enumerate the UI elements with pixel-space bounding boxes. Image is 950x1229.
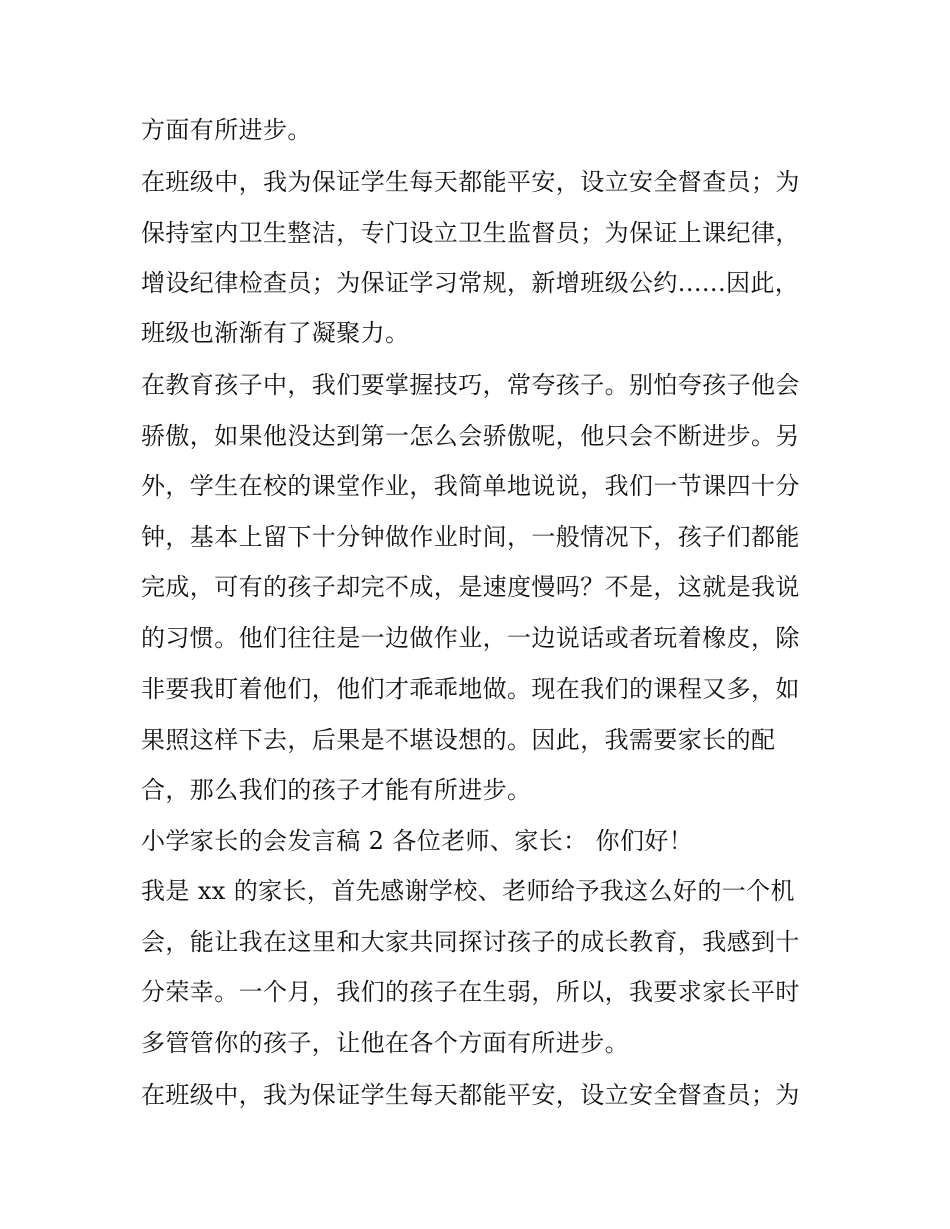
text-line: 在班级中，我为保证学生每天都能平安，设立安全督查员；为 xyxy=(141,1081,800,1109)
text-line: 的习惯。他们往往是一边做作业，一边说话或者玩着橡皮，除 xyxy=(141,624,800,652)
text-line: 分荣幸。一个月，我们的孩子在生弱，所以，我要求家长平时 xyxy=(141,978,800,1006)
text-line: 在教育孩子中，我们要掌握技巧，常夸孩子。别怕夸孩子他会 xyxy=(141,371,800,399)
section-heading: 小学家长的会发言稿 2 各位老师、家长： 你们好！ xyxy=(141,827,694,855)
text-line: 会，能让我在这里和大家共同探讨孩子的成长教育，我感到十 xyxy=(141,928,800,956)
text-line: 钟，基本上留下十分钟做作业时间，一般情况下，孩子们都能 xyxy=(141,523,800,551)
text-line: 骄傲，如果他没达到第一怎么会骄傲呢，他只会不断进步。另 xyxy=(141,422,800,450)
text-line: 班级也渐渐有了凝聚力。 xyxy=(141,319,410,347)
text-line: 方面有所进步。 xyxy=(141,116,312,144)
text-line: 非要我盯着他们，他们才乖乖地做。现在我们的课程又多，如 xyxy=(141,675,800,703)
text-line: 完成，可有的孩子却完不成，是速度慢吗？不是，这就是我说 xyxy=(141,573,800,601)
text-line: 在班级中，我为保证学生每天都能平安，设立安全督查员；为 xyxy=(141,168,800,196)
text-line: 增设纪律检查员；为保证学习常规，新增班级公约......因此， xyxy=(141,269,800,297)
text-line: 保持室内卫生整洁，专门设立卫生监督员；为保证上课纪律， xyxy=(141,219,800,247)
text-line: 我是 xx 的家长，首先感谢学校、老师给予我这么好的一个机 xyxy=(141,877,795,905)
text-line: 果照这样下去，后果是不堪设想的。因此，我需要家长的配 xyxy=(141,726,776,754)
text-line: 合，那么我们的孩子才能有所进步。 xyxy=(141,776,532,804)
text-line: 多管管你的孩子，让他在各个方面有所进步。 xyxy=(141,1029,629,1057)
text-line: 外，学生在校的课堂作业，我简单地说说，我们一节课四十分 xyxy=(141,472,800,500)
